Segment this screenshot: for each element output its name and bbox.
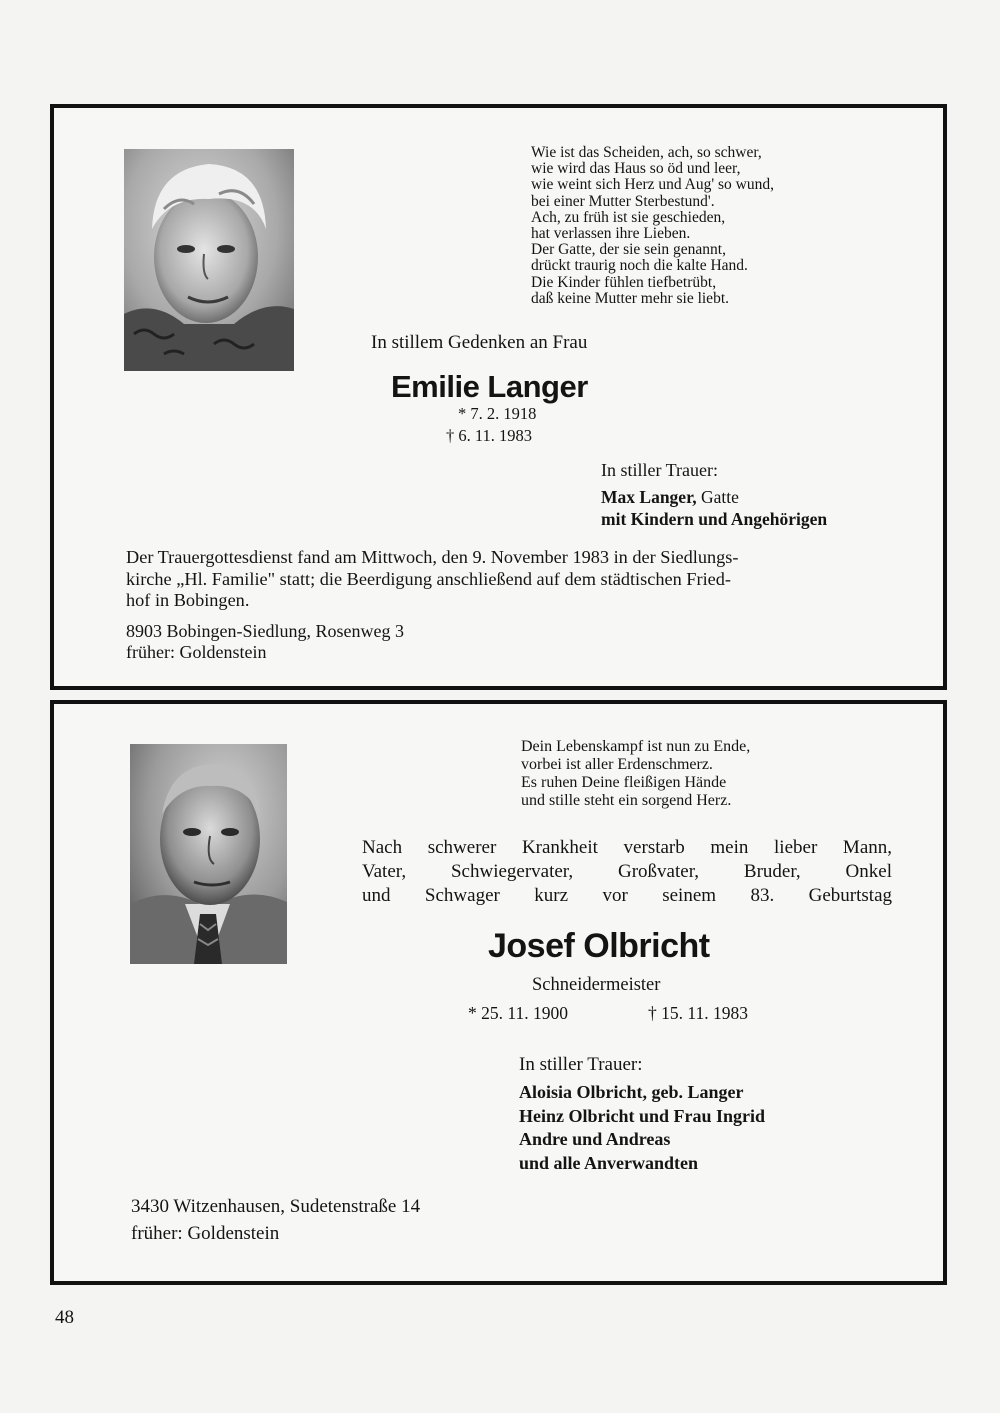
intro-text: Nach schwerer Krankheit verstarb mein lieber Mann, Vater, Schwiegervater, Großvater, Bruder, Onkel und Schwager kurz vor seinem 83. Geburtstag: [362, 837, 892, 906]
mourners: [601, 486, 827, 530]
intro-text: In stillem Gedenken an Frau: [371, 332, 588, 353]
formerly-text: früher: Goldenstein: [131, 1223, 280, 1244]
deceased-name: Emilie Langer: [391, 369, 588, 404]
address-text: 3430 Witzenhausen, Sudetenstraße 14: [131, 1196, 421, 1217]
mourners-list: [519, 1081, 765, 1175]
profession: Schneidermeister: [532, 975, 661, 995]
mourner-2: Heinz Olbricht und Frau Ingrid: [519, 1105, 766, 1126]
address-text: 8903 Bobingen-Siedlung, Rosenweg 3: [126, 621, 404, 641]
obituary-emilie-langer: [50, 104, 947, 690]
death-date: † 15. 11. 1983: [648, 1003, 748, 1023]
mourner-3: Andre und Andreas: [519, 1129, 671, 1149]
service-text: Der Trauergottesdienst fand am Mittwoch, den 9. November 1983 in der Siedlungs- kirche „Hl. Familie" statt; die Beerdigung anschließend auf dem städtischen Fried- hof in Bobingen.: [126, 547, 739, 610]
obituary-josef-olbricht: [50, 700, 947, 1285]
portrait-photo-woman: [124, 149, 294, 371]
birth-date: * 25. 11. 1900: [468, 1003, 568, 1023]
poem-text: Dein Lebenskampf ist nun zu Ende, vorbei ist aller Erdenschmerz. Es ruhen Deine fleißigen Hände und stille steht ein sorgend Herz.: [521, 738, 751, 809]
mourner-relation: Gatte: [696, 487, 739, 507]
page-number: 48: [55, 1307, 74, 1328]
mourning-label: In stiller Trauer:: [601, 460, 718, 480]
formerly-text: früher: Goldenstein: [126, 642, 267, 662]
deceased-name: Josef Olbricht: [488, 927, 710, 965]
mourner-4: und alle Anverwandten: [519, 1152, 699, 1173]
birth-date: * 7. 2. 1918: [458, 404, 537, 423]
mourner-1: Aloisia Olbricht, geb. Langer: [519, 1082, 744, 1102]
mourner-name: Max Langer,: [601, 487, 697, 507]
death-date: † 6. 11. 1983: [446, 426, 533, 445]
mourning-label: In stiller Trauer:: [519, 1054, 643, 1075]
poem-text: Wie ist das Scheiden, ach, so schwer, wie wird das Haus so öd und leer, wie weint sich Herz und Aug' so wund, bei einer Mutter Sterbestund'. Ach, zu früh ist sie geschieden, hat verlassen ihre Lieben. Der Gatte, der sie sein genannt, drückt traurig noch die kalte Hand. Die Kinder fühlen tiefbetrübt, daß keine Mutter mehr sie liebt.: [531, 144, 775, 307]
mourners-line-2: mit Kindern und Angehörigen: [601, 509, 828, 529]
portrait-photo-man: [130, 744, 287, 964]
